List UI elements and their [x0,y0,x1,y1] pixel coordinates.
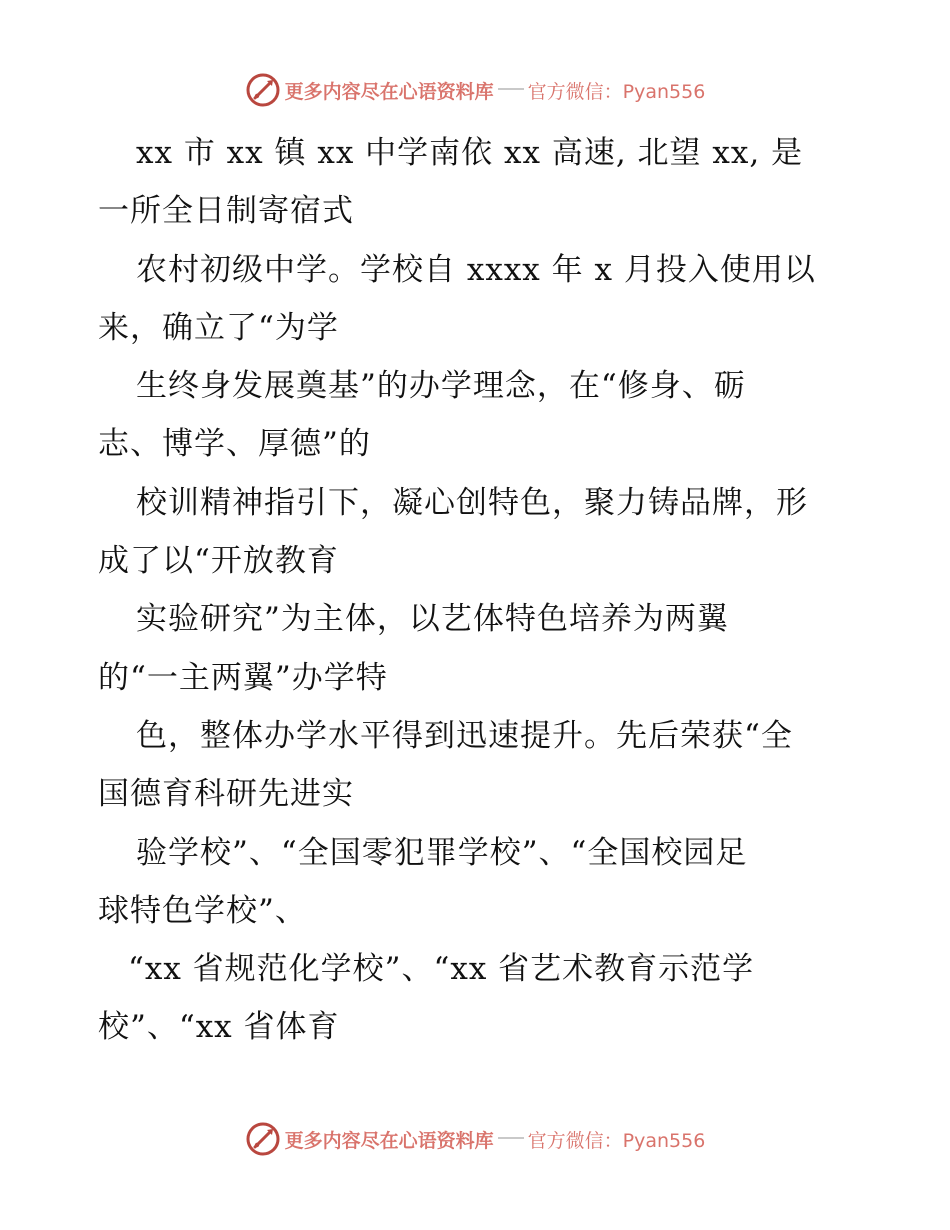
footer-divider [498,1137,524,1139]
body-line: 校”、“xx 省体育 [98,1009,340,1046]
header-banner-inner [245,72,706,108]
body-line: 色，整体办学水平得到迅速提升。先后荣获“全 [136,717,793,754]
header-banner [0,70,950,110]
body-line: 生终身发展奠基”的办学理念，在“修身、砺 [136,368,746,405]
footer-title: 更多内容尽在心语资料库 [284,1129,494,1152]
body-line: 验学校”、“全国零犯罪学校”、“全国校园足 [136,834,748,871]
footer-banner [0,1119,950,1159]
footer-banner-inner [245,1121,706,1157]
body-line: 的“一主两翼”办学特 [98,659,388,696]
body-line: 一所全日制寄宿式 [98,193,354,230]
document-body [98,124,858,1057]
body-line: 志、博学、厚德”的 [98,426,371,463]
body-line: 实验研究”为主体，以艺体特色培养为两翼 [136,601,729,638]
header-divider [498,88,524,90]
header-subtitle: 官方微信：Pyan556 [527,80,706,103]
body-line: 球特色学校”、 [98,892,307,929]
body-line: 农村初级中学。学校自 xxxx 年 x 月投入使用以 [136,251,816,288]
body-line: 成了以“开放教育 [98,543,339,580]
brand-logo-icon [245,72,281,108]
body-line: xx 市 xx 镇 xx 中学南依 xx 高速, 北望 xx, 是 [136,135,804,171]
footer-subtitle: 官方微信：Pyan556 [527,1129,706,1152]
body-line: “xx 省规范化学校”、“xx 省艺术教育示范学 [128,951,755,988]
brand-logo-icon [245,1121,281,1157]
body-line: 校训精神指引下，凝心创特色，聚力铸品牌，形 [136,484,808,521]
header-title: 更多内容尽在心语资料库 [284,80,494,103]
body-line: 来，确立了“为学 [98,309,339,346]
body-line: 国德育科研先进实 [98,776,354,813]
